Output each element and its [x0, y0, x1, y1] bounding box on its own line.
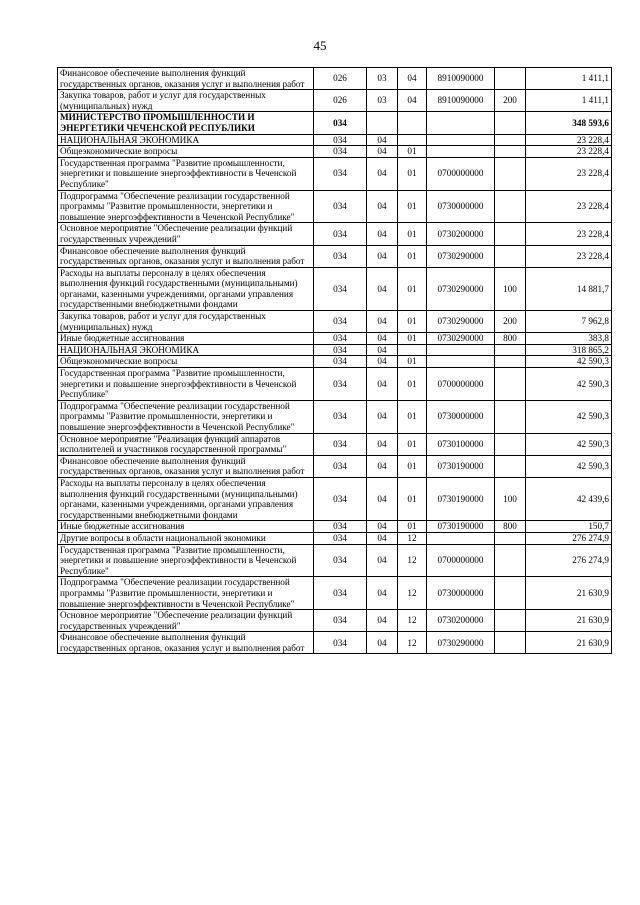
- row-subsection: 01: [398, 333, 427, 345]
- row-name: Общеэкономические вопросы: [58, 356, 314, 368]
- row-org-code: 034: [314, 368, 367, 401]
- row-expense-type: [495, 400, 526, 433]
- row-subsection: [398, 344, 427, 356]
- row-target-article: 0730290000: [427, 267, 495, 310]
- row-name: Основное мероприятие "Обеспечение реализации функций государственных учреждений": [58, 610, 314, 632]
- row-name: Финансовое обеспечение выполнения функций государственных органов, оказания услуг и выполнения работ: [58, 632, 314, 654]
- row-section: 04: [367, 632, 398, 654]
- row-section: 04: [367, 368, 398, 401]
- row-org-code: 034: [314, 532, 367, 544]
- row-expense-type: [495, 356, 526, 368]
- row-expense-type: [495, 146, 526, 158]
- row-amount: 23 228,4: [526, 134, 612, 146]
- row-subsection: 12: [398, 632, 427, 654]
- row-org-code: 034: [314, 521, 367, 533]
- row-subsection: 01: [398, 455, 427, 477]
- row-amount: 1 411,1: [526, 68, 612, 90]
- row-amount: 14 881,7: [526, 267, 612, 310]
- row-expense-type: 100: [495, 267, 526, 310]
- row-target-article: 0700000000: [427, 544, 495, 577]
- row-org-code: 034: [314, 356, 367, 368]
- table-row: [58, 532, 612, 544]
- row-target-article: [427, 356, 495, 368]
- row-section: 04: [367, 577, 398, 610]
- row-name: Общеэкономические вопросы: [58, 146, 314, 158]
- row-amount: 21 630,9: [526, 632, 612, 654]
- row-target-article: [427, 532, 495, 544]
- row-name: Финансовое обеспечение выполнения функций государственных органов, оказания услуг и выполнения работ: [58, 455, 314, 477]
- row-name: Закупка товаров, работ и услуг для государственных (муниципальных) нужд: [58, 311, 314, 333]
- table-row: [58, 267, 612, 310]
- row-amount: 42 590,3: [526, 455, 612, 477]
- row-amount: 21 630,9: [526, 577, 612, 610]
- row-org-code: 034: [314, 400, 367, 433]
- row-section: 04: [367, 223, 398, 245]
- row-name: Подпрограмма "Обеспечение реализации государственной программы "Развитие промышленности, энергетики и повышение энергоэффективности в Чеченской Республике": [58, 190, 314, 223]
- row-name: Расходы на выплаты персоналу в целях обеспечения выполнения функций государственными (муниципальными) органами, казенными учреждениями, органами управления государственными внебюджетными фондами: [58, 477, 314, 520]
- row-expense-type: [495, 455, 526, 477]
- table-row: [58, 112, 612, 134]
- row-org-code: 034: [314, 112, 367, 134]
- row-name: Подпрограмма "Обеспечение реализации государственной программы "Развитие промышленности, энергетики и повышение энергоэффективности в Чеченской Республике": [58, 577, 314, 610]
- row-name: Подпрограмма "Обеспечение реализации государственной программы "Развитие промышленности, энергетики и повышение энергоэффективности в Чеченской Республике": [58, 400, 314, 433]
- table-row: [58, 632, 612, 654]
- table-row: [58, 90, 612, 112]
- row-name: Другие вопросы в области национальной экономики: [58, 532, 314, 544]
- row-expense-type: 800: [495, 333, 526, 345]
- row-name: МИНИСТЕРСТВО ПРОМЫШЛЕННОСТИ И ЭНЕРГЕТИКИ ЧЕЧЕНСКОЙ РЕСПУБЛИКИ: [58, 112, 314, 134]
- row-name: Государственная программа "Развитие промышленности, энергетики и повышение энергоэффективности в Чеченской Республике": [58, 157, 314, 190]
- row-subsection: 01: [398, 146, 427, 158]
- row-expense-type: 100: [495, 477, 526, 520]
- table-row: [58, 433, 612, 455]
- row-amount: 23 228,4: [526, 190, 612, 223]
- table-row: [58, 521, 612, 533]
- row-amount: 42 439,6: [526, 477, 612, 520]
- row-amount: 276 274,9: [526, 544, 612, 577]
- row-org-code: 034: [314, 333, 367, 345]
- row-amount: 318 865,2: [526, 344, 612, 356]
- row-expense-type: 200: [495, 311, 526, 333]
- table-row: [58, 157, 612, 190]
- row-expense-type: [495, 223, 526, 245]
- row-org-code: 034: [314, 610, 367, 632]
- row-expense-type: 200: [495, 90, 526, 112]
- row-subsection: 01: [398, 477, 427, 520]
- row-subsection: 01: [398, 245, 427, 267]
- row-name: Финансовое обеспечение выполнения функций государственных органов, оказания услуг и выполнения работ: [58, 245, 314, 267]
- row-org-code: 034: [314, 344, 367, 356]
- row-org-code: 034: [314, 267, 367, 310]
- table-row: [58, 477, 612, 520]
- row-subsection: 01: [398, 267, 427, 310]
- row-section: 04: [367, 146, 398, 158]
- row-org-code: 034: [314, 190, 367, 223]
- row-target-article: 0700000000: [427, 157, 495, 190]
- row-section: 04: [367, 544, 398, 577]
- row-name: Основное мероприятие "Реализация функций аппаратов исполнителей и участников государственной программы": [58, 433, 314, 455]
- row-section: [367, 112, 398, 134]
- table-row: [58, 146, 612, 158]
- row-target-article: 0730000000: [427, 577, 495, 610]
- row-section: 04: [367, 267, 398, 310]
- row-name: Финансовое обеспечение выполнения функций государственных органов, оказания услуг и выполнения работ: [58, 68, 314, 90]
- row-amount: 42 590,3: [526, 368, 612, 401]
- row-subsection: 01: [398, 368, 427, 401]
- row-expense-type: [495, 610, 526, 632]
- row-subsection: 04: [398, 68, 427, 90]
- row-section: 04: [367, 433, 398, 455]
- row-section: 04: [367, 311, 398, 333]
- row-target-article: 0700000000: [427, 368, 495, 401]
- table-row: [58, 245, 612, 267]
- row-subsection: 01: [398, 400, 427, 433]
- row-name: НАЦИОНАЛЬНАЯ ЭКОНОМИКА: [58, 134, 314, 146]
- table-row: [58, 223, 612, 245]
- row-amount: 276 274,9: [526, 532, 612, 544]
- row-expense-type: [495, 544, 526, 577]
- row-name: НАЦИОНАЛЬНАЯ ЭКОНОМИКА: [58, 344, 314, 356]
- table-row: [58, 610, 612, 632]
- table-row: [58, 134, 612, 146]
- row-target-article: 0730290000: [427, 333, 495, 345]
- row-target-article: 0730000000: [427, 400, 495, 433]
- row-expense-type: [495, 134, 526, 146]
- budget-table: [57, 67, 612, 654]
- row-target-article: 0730200000: [427, 610, 495, 632]
- row-target-article: 8910090000: [427, 68, 495, 90]
- row-target-article: 0730100000: [427, 433, 495, 455]
- table-row: [58, 68, 612, 90]
- row-org-code: 034: [314, 134, 367, 146]
- row-amount: 23 228,4: [526, 245, 612, 267]
- row-target-article: 0730200000: [427, 223, 495, 245]
- row-org-code: 034: [314, 455, 367, 477]
- table-row: [58, 344, 612, 356]
- row-amount: 7 962,8: [526, 311, 612, 333]
- row-target-article: 0730290000: [427, 311, 495, 333]
- row-target-article: 0730190000: [427, 477, 495, 520]
- row-target-article: 0730290000: [427, 245, 495, 267]
- table-row: [58, 368, 612, 401]
- row-org-code: 026: [314, 90, 367, 112]
- row-name: Иные бюджетные ассигнования: [58, 521, 314, 533]
- table-row: [58, 311, 612, 333]
- row-expense-type: [495, 190, 526, 223]
- row-section: 04: [367, 344, 398, 356]
- row-section: 03: [367, 68, 398, 90]
- row-subsection: 01: [398, 521, 427, 533]
- row-subsection: [398, 134, 427, 146]
- row-expense-type: [495, 344, 526, 356]
- row-subsection: 12: [398, 577, 427, 610]
- row-expense-type: 800: [495, 521, 526, 533]
- page-number: 45: [313, 38, 327, 53]
- row-subsection: 01: [398, 223, 427, 245]
- row-expense-type: [495, 632, 526, 654]
- row-section: 04: [367, 455, 398, 477]
- row-section: 04: [367, 477, 398, 520]
- row-org-code: 034: [314, 146, 367, 158]
- row-amount: 348 593,6: [526, 112, 612, 134]
- row-target-article: [427, 146, 495, 158]
- row-amount: 23 228,4: [526, 223, 612, 245]
- row-section: 04: [367, 245, 398, 267]
- row-name: Расходы на выплаты персоналу в целях обеспечения выполнения функций государственными (муниципальными) органами, казенными учреждениями, органами управления государственными внебюджетными фондами: [58, 267, 314, 310]
- row-subsection: 01: [398, 190, 427, 223]
- row-name: Государственная программа "Развитие промышленности, энергетики и повышение энергоэффективности в Чеченской Республике": [58, 544, 314, 577]
- row-subsection: [398, 112, 427, 134]
- row-name: Иные бюджетные ассигнования: [58, 333, 314, 345]
- row-org-code: 034: [314, 245, 367, 267]
- row-amount: 150,7: [526, 521, 612, 533]
- row-org-code: 034: [314, 477, 367, 520]
- row-section: 04: [367, 190, 398, 223]
- row-amount: 23 228,4: [526, 146, 612, 158]
- row-expense-type: [495, 368, 526, 401]
- row-subsection: 01: [398, 433, 427, 455]
- row-amount: 42 590,3: [526, 400, 612, 433]
- row-section: 04: [367, 521, 398, 533]
- row-subsection: 12: [398, 544, 427, 577]
- row-target-article: 8910090000: [427, 90, 495, 112]
- row-section: 04: [367, 134, 398, 146]
- row-expense-type: [495, 112, 526, 134]
- row-expense-type: [495, 245, 526, 267]
- row-name: Государственная программа "Развитие промышленности, энергетики и повышение энергоэффективности в Чеченской Республике": [58, 368, 314, 401]
- row-org-code: 034: [314, 311, 367, 333]
- row-subsection: 04: [398, 90, 427, 112]
- table-row: [58, 455, 612, 477]
- row-expense-type: [495, 157, 526, 190]
- row-target-article: [427, 112, 495, 134]
- row-name: Закупка товаров, работ и услуг для государственных (муниципальных) нужд: [58, 90, 314, 112]
- table-row: [58, 544, 612, 577]
- row-expense-type: [495, 433, 526, 455]
- row-target-article: 0730190000: [427, 521, 495, 533]
- row-target-article: [427, 134, 495, 146]
- row-subsection: 12: [398, 610, 427, 632]
- row-target-article: 0730190000: [427, 455, 495, 477]
- table-row: [58, 333, 612, 345]
- row-section: 03: [367, 90, 398, 112]
- row-section: 04: [367, 333, 398, 345]
- table-row: [58, 356, 612, 368]
- row-expense-type: [495, 68, 526, 90]
- row-amount: 1 411,1: [526, 90, 612, 112]
- row-subsection: 12: [398, 532, 427, 544]
- row-subsection: 01: [398, 356, 427, 368]
- row-amount: 42 590,3: [526, 433, 612, 455]
- table-body: [58, 68, 612, 654]
- row-expense-type: [495, 532, 526, 544]
- table-row: [58, 190, 612, 223]
- row-amount: 383,8: [526, 333, 612, 345]
- row-subsection: 01: [398, 157, 427, 190]
- row-section: 04: [367, 610, 398, 632]
- row-section: 04: [367, 532, 398, 544]
- row-amount: 42 590,3: [526, 356, 612, 368]
- row-target-article: 0730290000: [427, 632, 495, 654]
- row-amount: 21 630,9: [526, 610, 612, 632]
- row-target-article: 0730000000: [427, 190, 495, 223]
- table-row: [58, 400, 612, 433]
- row-org-code: 034: [314, 544, 367, 577]
- row-section: 04: [367, 400, 398, 433]
- row-org-code: 034: [314, 632, 367, 654]
- row-org-code: 034: [314, 577, 367, 610]
- table-row: [58, 577, 612, 610]
- row-org-code: 034: [314, 433, 367, 455]
- row-org-code: 034: [314, 157, 367, 190]
- row-org-code: 034: [314, 223, 367, 245]
- row-section: 04: [367, 157, 398, 190]
- row-section: 04: [367, 356, 398, 368]
- row-expense-type: [495, 577, 526, 610]
- row-name: Основное мероприятие "Обеспечение реализации функций государственных учреждений": [58, 223, 314, 245]
- row-target-article: [427, 344, 495, 356]
- row-subsection: 01: [398, 311, 427, 333]
- row-amount: 23 228,4: [526, 157, 612, 190]
- row-org-code: 026: [314, 68, 367, 90]
